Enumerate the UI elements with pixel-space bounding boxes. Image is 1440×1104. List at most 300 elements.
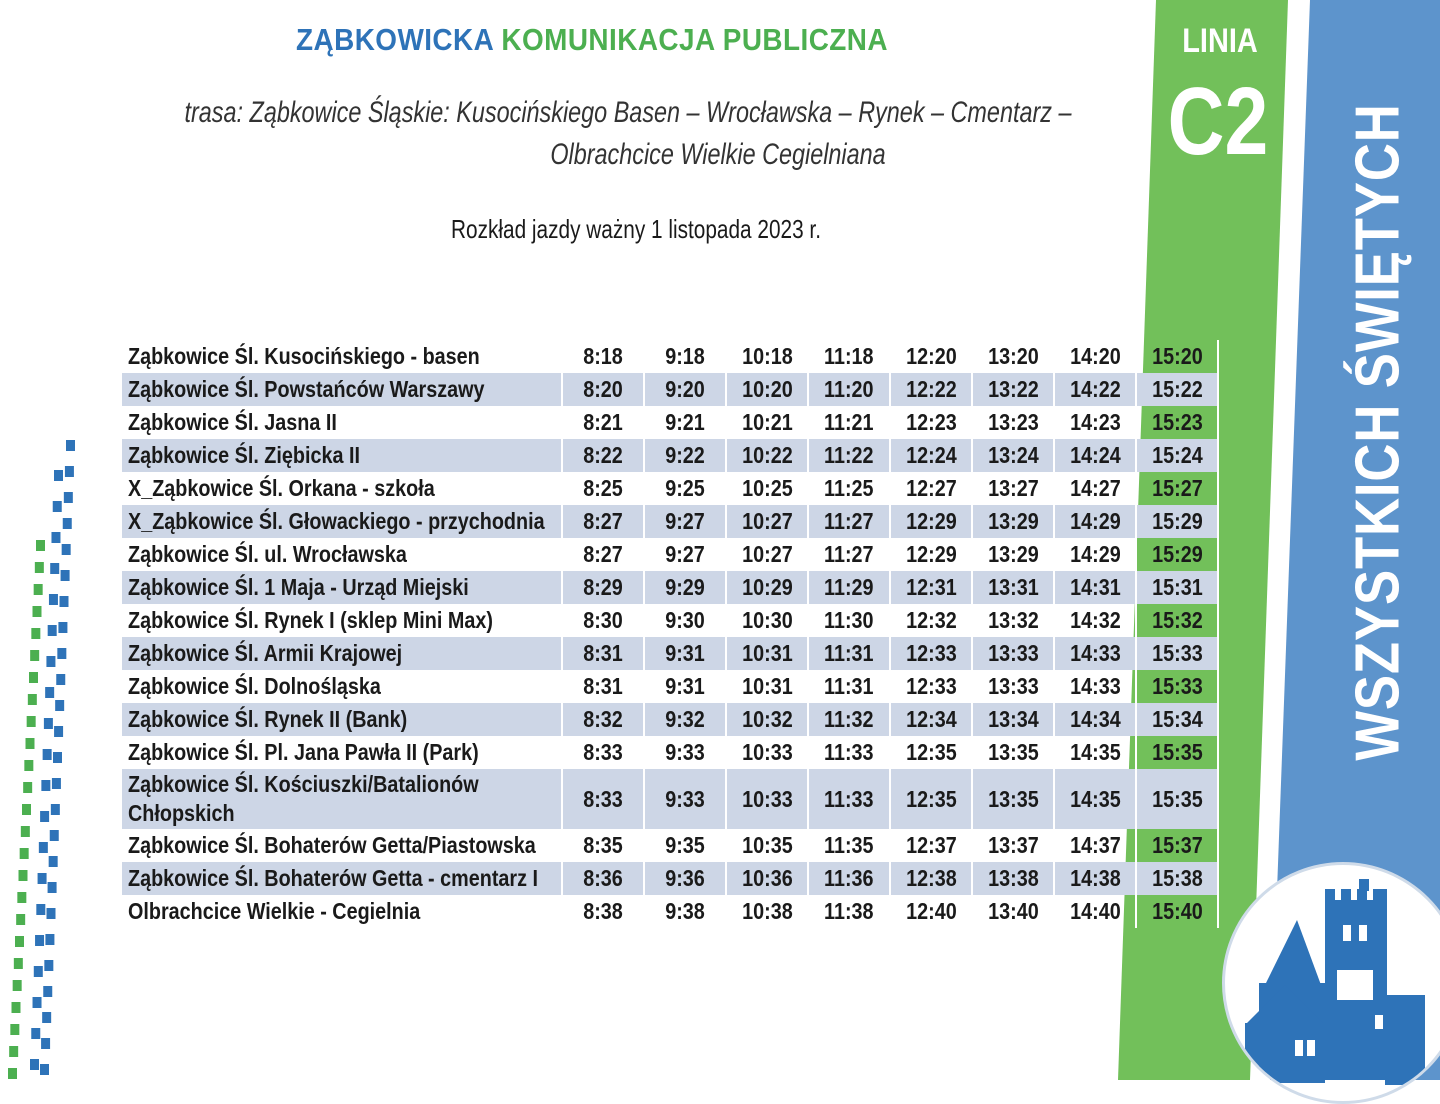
stop-name: [122, 670, 562, 703]
departure-time-text: 9:31: [665, 673, 705, 699]
departure-time: [808, 439, 890, 472]
stop-name-text: X_Ząbkowice Śl. Głowackiego - przychodnia: [128, 508, 545, 534]
departure-time: [1054, 604, 1136, 637]
stop-name-text: Ząbkowice Śl. Rynek I (sklep Mini Max): [128, 607, 493, 633]
departure-time-text: 9:20: [665, 376, 705, 402]
departure-time: [1054, 538, 1136, 571]
departure-time: [972, 472, 1054, 505]
departure-time: [1054, 340, 1136, 373]
departure-time-text: 13:33: [987, 640, 1039, 666]
departure-time: [726, 406, 808, 439]
departure-time: [890, 769, 972, 829]
departure-time-text: 15:29: [1151, 508, 1203, 534]
departure-time-text: 9:27: [665, 541, 705, 567]
departure-time-text: 14:29: [1069, 541, 1121, 567]
stop-name: [122, 895, 562, 928]
departure-time-text: 15:37: [1151, 832, 1203, 858]
departure-time: [726, 571, 808, 604]
departure-time: [562, 895, 644, 928]
departure-time-text: 15:35: [1151, 785, 1203, 812]
stop-name: [122, 571, 562, 604]
stop-name-text: Ząbkowice Śl. 1 Maja - Urząd Miejski: [128, 574, 469, 600]
departure-time: [1136, 538, 1218, 571]
departure-time-text: 14:32: [1069, 607, 1121, 633]
departure-time-text: 8:31: [583, 640, 623, 666]
departure-time-text: 10:35: [741, 832, 793, 858]
departure-time-text: 12:29: [905, 508, 957, 534]
departure-time: [1054, 571, 1136, 604]
departure-time: [644, 769, 726, 829]
departure-time: [562, 862, 644, 895]
departure-time-text: 11:31: [824, 673, 874, 699]
departure-time: [644, 736, 726, 769]
departure-time: [808, 571, 890, 604]
departure-time: [1136, 373, 1218, 406]
departure-time-text: 13:34: [987, 706, 1039, 732]
departure-time: [808, 373, 890, 406]
departure-time: [644, 505, 726, 538]
table-row: [122, 862, 1218, 895]
departure-time-text: 10:21: [741, 409, 793, 435]
departure-time: [726, 829, 808, 862]
departure-time: [890, 472, 972, 505]
departure-time: [644, 538, 726, 571]
departure-time: [890, 538, 972, 571]
departure-time-text: 15:33: [1151, 673, 1203, 699]
departure-time: [890, 637, 972, 670]
departure-time-text: 15:31: [1151, 574, 1203, 600]
departure-time-text: 9:27: [665, 508, 705, 534]
departure-time-text: 8:32: [583, 706, 623, 732]
departure-time-text: 14:23: [1069, 409, 1121, 435]
departure-time: [890, 505, 972, 538]
departure-time: [1136, 862, 1218, 895]
departure-time-text: 12:37: [905, 832, 957, 858]
departure-time-text: 13:35: [987, 739, 1039, 765]
departure-time-text: 13:27: [987, 475, 1039, 501]
table-row: [122, 604, 1218, 637]
departure-time: [1054, 439, 1136, 472]
departure-time-text: 10:33: [741, 739, 793, 765]
stop-name-text: Ząbkowice Śl. Armii Krajowej: [128, 640, 403, 666]
departure-time: [1054, 703, 1136, 736]
departure-time-text: 14:22: [1069, 376, 1121, 402]
departure-time-text: 12:32: [905, 607, 957, 633]
table-row: [122, 406, 1218, 439]
departure-time: [726, 703, 808, 736]
departure-time: [644, 406, 726, 439]
departure-time-text: 14:31: [1069, 574, 1121, 600]
departure-time: [808, 340, 890, 373]
departure-time: [726, 769, 808, 829]
departure-time: [808, 472, 890, 505]
departure-time-text: 13:32: [987, 607, 1039, 633]
table-row: [122, 571, 1218, 604]
departure-time-text: 9:31: [665, 640, 705, 666]
stop-name-text: Ząbkowice Śl. Dolnośląska: [128, 673, 381, 699]
departure-time: [1054, 505, 1136, 538]
departure-time-text: 10:33: [741, 785, 793, 812]
departure-time: [1054, 862, 1136, 895]
departure-time-text: 13:35: [987, 785, 1039, 812]
departure-time-text: 11:33: [824, 785, 874, 812]
departure-time: [1136, 895, 1218, 928]
departure-time-text: 14:24: [1069, 442, 1121, 468]
title-part2: KOMUNIKACJA PUBLICZNA: [501, 22, 889, 57]
departure-time: [726, 505, 808, 538]
stop-name-text: Ząbkowice Śl. Bohaterów Getta/Piastowska: [128, 832, 536, 858]
departure-time-text: 12:38: [905, 865, 957, 891]
departure-time: [1054, 829, 1136, 862]
stop-name: [122, 769, 562, 829]
departure-time: [562, 670, 644, 703]
stop-name-text: Ząbkowice Śl. Powstańców Warszawy: [128, 376, 485, 402]
departure-time-text: 8:18: [583, 343, 623, 369]
departure-time-text: 12:31: [905, 574, 957, 600]
departure-time-text: 12:20: [905, 343, 957, 369]
departure-time-text: 12:29: [905, 541, 957, 567]
stop-name: [122, 439, 562, 472]
departure-time-text: 8:20: [583, 376, 623, 402]
departure-time-text: 9:36: [665, 865, 705, 891]
departure-time-text: 8:30: [583, 607, 623, 633]
stop-name: [122, 340, 562, 373]
departure-time: [644, 439, 726, 472]
title-part1: ZĄBKOWICKA: [295, 22, 494, 57]
departure-time: [808, 406, 890, 439]
table-row: [122, 439, 1218, 472]
stop-name: [122, 538, 562, 571]
departure-time-text: 14:37: [1069, 832, 1121, 858]
table-row: [122, 769, 1218, 829]
departure-time: [972, 604, 1054, 637]
castle-tower-icon: [1225, 865, 1440, 1101]
table-row: [122, 829, 1218, 862]
departure-time-text: 12:35: [905, 739, 957, 765]
route-line1: trasa: Ząbkowice Śląskie: Kusocińskiego Basen – Wrocławska – Rynek – Cmentarz –: [184, 96, 1072, 129]
departure-time: [890, 736, 972, 769]
departure-time: [562, 439, 644, 472]
departure-time: [972, 736, 1054, 769]
departure-time: [644, 472, 726, 505]
departure-time: [644, 703, 726, 736]
stop-name-text: Ząbkowice Śl. Rynek II (Bank): [128, 706, 408, 732]
departure-time: [972, 373, 1054, 406]
departure-time: [726, 736, 808, 769]
departure-time: [890, 406, 972, 439]
departure-time: [562, 769, 644, 829]
departure-time-text: 11:29: [824, 574, 874, 600]
departure-time: [890, 373, 972, 406]
departure-time-text: 12:40: [905, 898, 957, 924]
departure-time: [726, 862, 808, 895]
departure-time: [808, 895, 890, 928]
city-logo: [1222, 862, 1440, 1104]
departure-time: [972, 340, 1054, 373]
departure-time: [972, 637, 1054, 670]
departure-time: [972, 829, 1054, 862]
departure-time: [1136, 439, 1218, 472]
departure-time-text: 12:22: [905, 376, 957, 402]
departure-time-text: 14:38: [1069, 865, 1121, 891]
departure-time: [1054, 670, 1136, 703]
departure-time-text: 13:31: [987, 574, 1039, 600]
route-line2: Olbrachcice Wielkie Cegielniana: [550, 138, 886, 171]
departure-time-text: 11:38: [824, 898, 874, 924]
stop-name-text: Ząbkowice Śl. Ziębicka II: [128, 442, 360, 468]
departure-time-text: 9:32: [665, 706, 705, 732]
departure-time: [1136, 829, 1218, 862]
departure-time-text: 8:22: [583, 442, 623, 468]
departure-time-text: 11:21: [824, 409, 874, 435]
departure-time-text: 12:33: [905, 640, 957, 666]
departure-time-text: 11:31: [824, 640, 874, 666]
stop-name: [122, 505, 562, 538]
departure-time: [890, 340, 972, 373]
departure-time-text: 11:35: [824, 832, 874, 858]
departure-time-text: 8:35: [583, 832, 623, 858]
departure-time-text: 10:20: [741, 376, 793, 402]
departure-time-text: 12:23: [905, 409, 957, 435]
departure-time-text: 9:38: [665, 898, 705, 924]
departure-time-text: 11:32: [824, 706, 874, 732]
departure-time-text: 10:31: [741, 640, 793, 666]
departure-time-text: 11:30: [824, 607, 874, 633]
departure-time: [1054, 406, 1136, 439]
stop-name: [122, 373, 562, 406]
departure-time-text: 8:33: [583, 785, 623, 812]
departure-time: [562, 373, 644, 406]
departure-time: [972, 505, 1054, 538]
departure-time: [890, 604, 972, 637]
departure-time: [890, 862, 972, 895]
departure-time: [890, 439, 972, 472]
departure-time-text: 12:35: [905, 785, 957, 812]
departure-time-text: 8:27: [583, 541, 623, 567]
table-row: [122, 505, 1218, 538]
departure-time: [972, 538, 1054, 571]
departure-time: [1136, 637, 1218, 670]
timetable: [122, 340, 1219, 928]
departure-time-text: 10:32: [741, 706, 793, 732]
departure-time-text: 14:35: [1069, 785, 1121, 812]
departure-time-text: 15:20: [1151, 343, 1203, 369]
departure-time: [1136, 703, 1218, 736]
departure-time-text: 14:35: [1069, 739, 1121, 765]
departure-time: [808, 604, 890, 637]
departure-time: [562, 340, 644, 373]
departure-time-text: 12:24: [905, 442, 957, 468]
departure-time-text: 9:29: [665, 574, 705, 600]
all-saints-label: WSZYSTKICH ŚWIĘTYCH: [1343, 103, 1413, 761]
departure-time-text: 14:20: [1069, 343, 1121, 369]
departure-time-text: 13:40: [987, 898, 1039, 924]
departure-time-text: 15:22: [1151, 376, 1203, 402]
departure-time-text: 10:22: [741, 442, 793, 468]
departure-time: [890, 571, 972, 604]
departure-time-text: 15:29: [1151, 541, 1203, 567]
departure-time: [808, 769, 890, 829]
table-row: [122, 538, 1218, 571]
table-row: [122, 703, 1218, 736]
departure-time: [1136, 670, 1218, 703]
departure-time-text: 14:33: [1069, 640, 1121, 666]
stop-name: [122, 604, 562, 637]
departure-time-text: 11:25: [824, 475, 874, 501]
departure-time-text: 15:35: [1151, 739, 1203, 765]
departure-time: [644, 340, 726, 373]
stop-name: [122, 862, 562, 895]
departure-time: [644, 829, 726, 862]
departure-time: [1054, 472, 1136, 505]
departure-time: [562, 406, 644, 439]
departure-time: [972, 895, 1054, 928]
departure-time: [726, 670, 808, 703]
departure-time-text: 15:38: [1151, 865, 1203, 891]
departure-time: [726, 340, 808, 373]
departure-time-text: 8:21: [583, 409, 623, 435]
departure-time: [644, 895, 726, 928]
stop-name-line2: Chłopskich: [128, 800, 235, 826]
departure-time-text: 10:27: [741, 541, 793, 567]
departure-time: [972, 439, 1054, 472]
departure-time-text: 8:33: [583, 739, 623, 765]
departure-time: [972, 406, 1054, 439]
departure-time-text: 10:36: [741, 865, 793, 891]
departure-time: [972, 571, 1054, 604]
departure-time-text: 14:34: [1069, 706, 1121, 732]
departure-time-text: 11:33: [824, 739, 874, 765]
departure-time: [562, 538, 644, 571]
departure-time-text: 13:29: [987, 541, 1039, 567]
departure-time: [1136, 406, 1218, 439]
departure-time: [562, 505, 644, 538]
departure-time: [562, 736, 644, 769]
line-number: C2: [1167, 68, 1269, 175]
departure-time: [1136, 571, 1218, 604]
departure-time: [726, 895, 808, 928]
stop-name-text: Olbrachcice Wielkie - Cegielnia: [128, 898, 421, 924]
departure-time: [1054, 895, 1136, 928]
table-row: [122, 373, 1218, 406]
departure-time: [562, 472, 644, 505]
table-row: [122, 472, 1218, 505]
stop-name-text: Ząbkowice Śl. Jasna II: [128, 409, 337, 435]
stop-name-line1: Ząbkowice Śl. Kościuszki/Batalionów: [128, 771, 479, 797]
table-row: [122, 736, 1218, 769]
departure-time: [1136, 340, 1218, 373]
departure-time-text: 8:27: [583, 508, 623, 534]
stop-name: [122, 406, 562, 439]
table-row: [122, 340, 1218, 373]
departure-time: [808, 862, 890, 895]
departure-time: [644, 637, 726, 670]
departure-time-text: 13:20: [987, 343, 1039, 369]
departure-time-text: 11:27: [824, 508, 874, 534]
departure-time-text: 12:34: [905, 706, 957, 732]
departure-time-text: 11:20: [824, 376, 874, 402]
departure-time-text: 8:36: [583, 865, 623, 891]
departure-time: [890, 829, 972, 862]
departure-time-text: 12:33: [905, 673, 957, 699]
line-label: LINIA: [1182, 22, 1258, 60]
departure-time: [808, 829, 890, 862]
departure-time: [808, 505, 890, 538]
departure-time-text: 9:33: [665, 739, 705, 765]
departure-time: [562, 637, 644, 670]
dotted-decoration: [0, 0, 100, 1080]
departure-time-text: 10:38: [741, 898, 793, 924]
departure-time: [562, 703, 644, 736]
stop-name-text: Ząbkowice Śl. Kusocińskiego - basen: [128, 343, 480, 369]
departure-time-text: 8:29: [583, 574, 623, 600]
departure-time: [808, 670, 890, 703]
departure-time: [890, 703, 972, 736]
stop-name: [122, 703, 562, 736]
departure-time-text: 15:23: [1151, 409, 1203, 435]
departure-time-text: 8:25: [583, 475, 623, 501]
departure-time: [726, 472, 808, 505]
departure-time: [644, 670, 726, 703]
departure-time-text: 13:33: [987, 673, 1039, 699]
departure-time-text: 11:18: [824, 343, 874, 369]
departure-time: [808, 736, 890, 769]
departure-time: [1136, 604, 1218, 637]
departure-time-text: 9:25: [665, 475, 705, 501]
departure-time-text: 8:31: [583, 673, 623, 699]
departure-time: [1054, 769, 1136, 829]
departure-time: [1136, 505, 1218, 538]
table-row: [122, 670, 1218, 703]
departure-time-text: 8:38: [583, 898, 623, 924]
departure-time-text: 10:31: [741, 673, 793, 699]
departure-time: [890, 670, 972, 703]
departure-time: [726, 538, 808, 571]
departure-time-text: 15:27: [1151, 475, 1203, 501]
departure-time: [562, 571, 644, 604]
departure-time-text: 10:30: [741, 607, 793, 633]
departure-time: [644, 373, 726, 406]
departure-time: [972, 670, 1054, 703]
stop-name: [122, 472, 562, 505]
departure-time: [808, 538, 890, 571]
stop-name: [122, 736, 562, 769]
departure-time-text: 14:33: [1069, 673, 1121, 699]
departure-time-text: 14:27: [1069, 475, 1121, 501]
departure-time-text: 15:32: [1151, 607, 1203, 633]
departure-time: [972, 862, 1054, 895]
departure-time-text: 11:27: [824, 541, 874, 567]
departure-time-text: 9:30: [665, 607, 705, 633]
validity-date: Rozkład jazdy ważny 1 listopada 2023 r.: [451, 214, 821, 244]
departure-time-text: 9:22: [665, 442, 705, 468]
departure-time-text: 9:33: [665, 785, 705, 812]
table-row: [122, 895, 1218, 928]
departure-time: [1136, 769, 1218, 829]
departure-time: [726, 637, 808, 670]
departure-time: [726, 373, 808, 406]
departure-time: [562, 829, 644, 862]
departure-time: [1136, 472, 1218, 505]
departure-time-text: 13:29: [987, 508, 1039, 534]
page-title: [59, 22, 1125, 58]
departure-time: [808, 703, 890, 736]
stop-name: [122, 829, 562, 862]
stop-name-text: X_Ząbkowice Śl. Orkana - szkoła: [128, 475, 435, 501]
stop-name-text: Ząbkowice Śl. Bohaterów Getta - cmentarz I: [128, 865, 538, 891]
departure-time: [972, 769, 1054, 829]
departure-time-text: 10:29: [741, 574, 793, 600]
